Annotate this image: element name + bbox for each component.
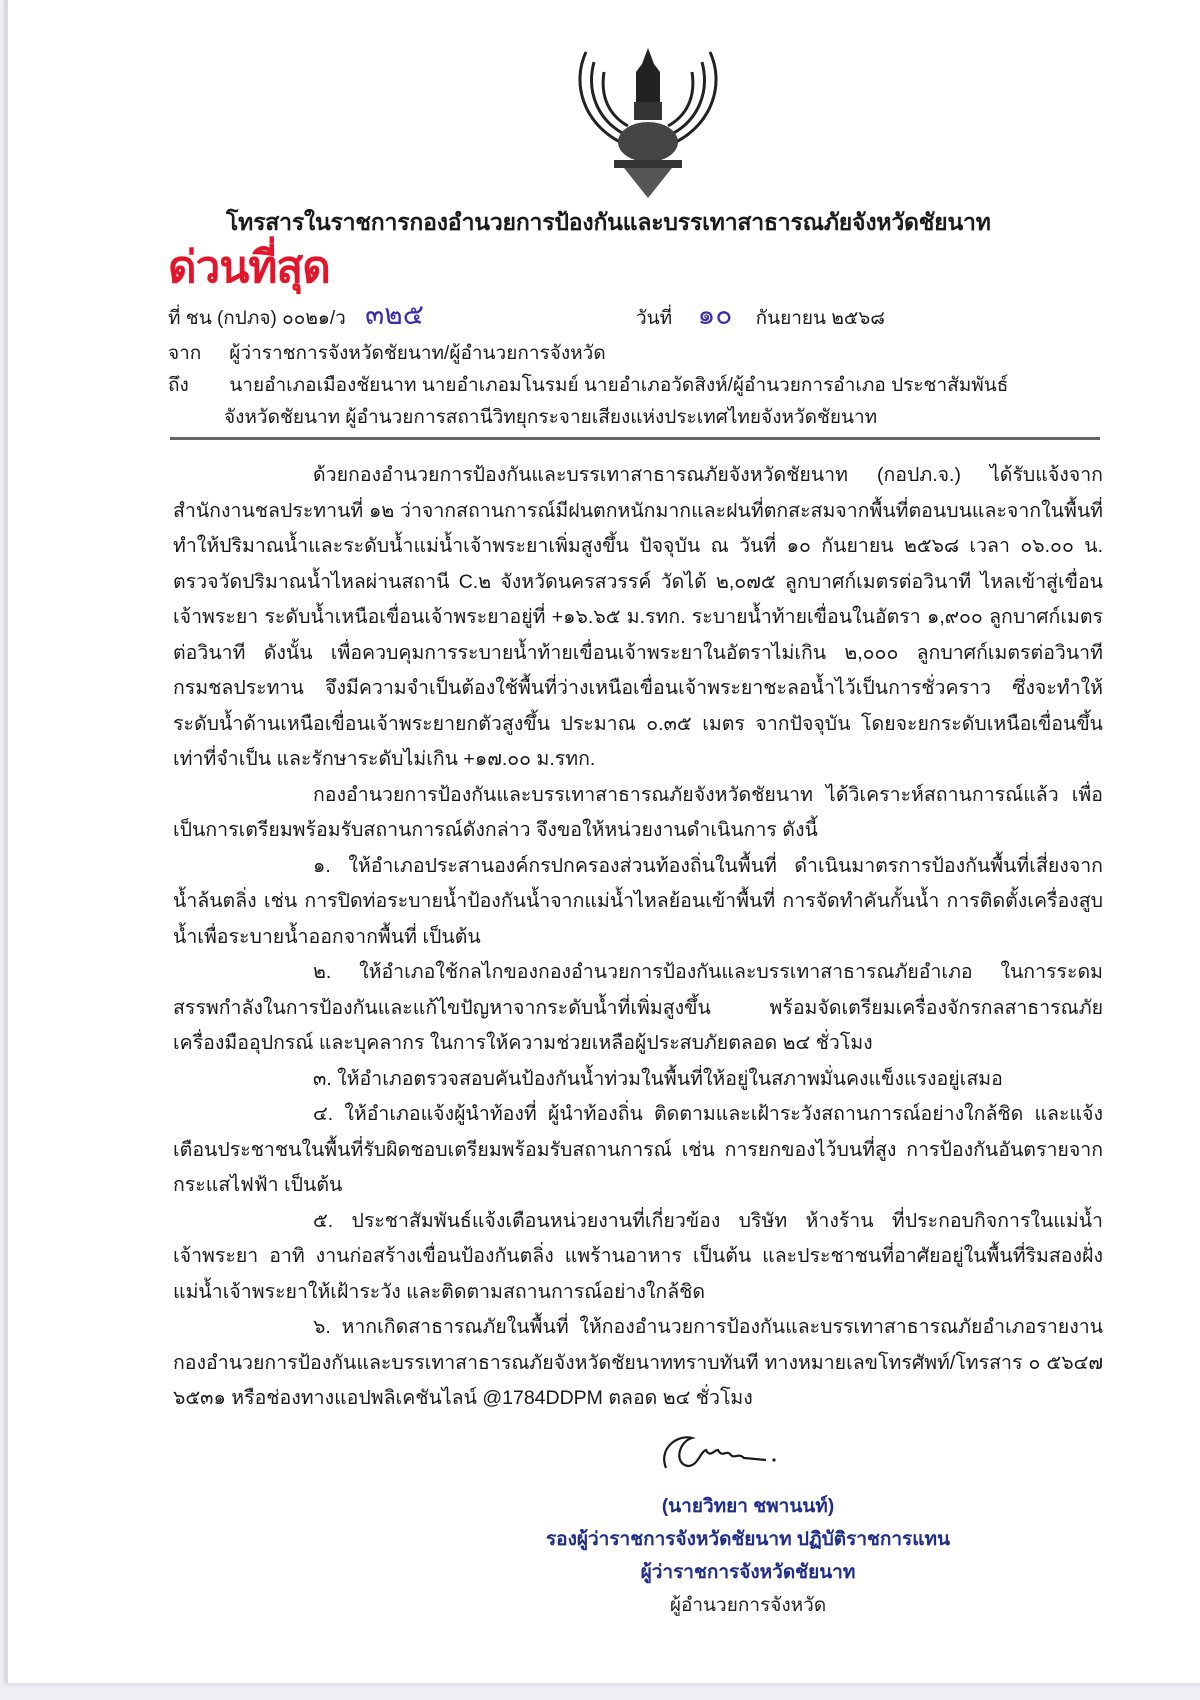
signatory-position-2: ผู้ว่าราชการจังหวัดชัยนาท bbox=[640, 1562, 856, 1583]
urgency-stamp: ด่วนที่สุด bbox=[168, 243, 330, 292]
action-item-2: ๒. ให้อำเภอใช้กลไกของกองอำนวยการป้องกันและบรรเทาสาธารณภัยอำเภอ ในการระดมสรรพกำลังในการป้องกันและแก้ไขปัญหาจากระดับน้ำที่เพิ่มสูงขึ้น พร้อมจัดเตรียมเครื่องจักรกลสาธารณภัย เครื่องมืออุปกรณ์ และบุคลากร ในการให้ความช่วยเหลือผู้ประสบภัยตลอด ๒๔ ชั่วโมง bbox=[173, 961, 1103, 1054]
action-item-4: ๔. ให้อำเภอแจ้งผู้นำท้องที่ ผู้นำท้องถิ่น ติดตามและเฝ้าระวังสถานการณ์อย่างใกล้ชิด และแจ้งเตือนประชาชนในพื้นที่รับผิดชอบเตรียมพร้อมรับสถานการณ์ เช่น การยกของไว้บนที่สูง การป้องกันอันตรายจากกระแสไฟฟ้า เป็นต้น bbox=[173, 1103, 1103, 1196]
action-item-1: ๑. ให้อำเภอประสานองค์กรปกครองส่วนท้องถิ่นในพื้นที่ ดำเนินมาตรการป้องกันพื้นที่เสี่ยงจากน้ำล้นตลิ่ง เช่น การปิดท่อระบายน้ำป้องกันน้ำจากแม่น้ำไหลย้อนเข้าพื้นที่ การจัดทำคันกั้นน้ำ การติดตั้งเครื่องสูบน้ำเพื่อระบายน้ำออกจากพื้นที่ เป็นต้น bbox=[173, 854, 1103, 948]
date-month-year: กันยายน ๒๕๖๘ bbox=[755, 308, 885, 329]
signatory-position-1: รองผู้ว่าราชการจังหวัดชัยนาท ปฏิบัติราชการแทน bbox=[545, 1529, 951, 1550]
date-line bbox=[636, 293, 885, 337]
to-line bbox=[168, 370, 1008, 400]
to-value-line2: จังหวัดชัยนาท ผู้อำนวยการสถานีวิทยุกระจายเสียงแห่งประเทศไทยจังหวัดชัยนาท bbox=[224, 407, 878, 428]
signatory-position-3: ผู้อำนวยการจังหวัด bbox=[669, 1595, 827, 1616]
signatory-name: (นายวิทยา ชพานนท์) bbox=[661, 1496, 835, 1517]
date-day: ๑๐ bbox=[697, 298, 733, 331]
body-paragraph-2: กองอำนวยการป้องกันและบรรเทาสาธารณภัยจังหวัดชัยนาท ได้วิเคราะห์สถานการณ์แล้ว เพื่อเป็นการเตรียมพร้อมรับสถานการณ์ดังกล่าว จึงขอให้หน่วยงานดำเนินการ ดังนี้ bbox=[173, 783, 1103, 841]
garuda-emblem-icon bbox=[564, 42, 732, 202]
signature-block bbox=[508, 1490, 988, 1622]
document-header-title: โทรสารในราชการกองอำนวยการป้องกันและบรรเทาสาธารณภัยจังหวัดชัยนาท bbox=[226, 209, 991, 235]
from-label: จาก bbox=[168, 343, 202, 364]
header-divider bbox=[170, 437, 1100, 440]
to-value-line1: นายอำเภอเมืองชัยนาท นายอำเภอมโนรมย์ นายอำเภอวัดสิงห์/ผู้อำนวยการอำเภอ ประชาสัมพันธ์ bbox=[229, 375, 1009, 396]
to-label: ถึง bbox=[168, 375, 189, 396]
date-label: วันที่ bbox=[636, 308, 673, 329]
document-body bbox=[173, 458, 1103, 1417]
action-item-3: ๓. ให้อำเภอตรวจสอบคันป้องกันน้ำท่วมในพื้นที่ให้อยู่ในสภาพมั่นคงแข็งแรงอยู่เสมอ bbox=[313, 1067, 1003, 1090]
action-item-6: ๖. หากเกิดสาธารณภัยในพื้นที่ ให้กองอำนวยการป้องกันและบรรเทาสาธารณภัยอำเภอรายงานกองอำนวยการป้องกันและบรรเทาสาธารณภัยจังหวัดชัยนาททราบทันที ทางหมายเลขโทรศัพท์/โทรสาร ๐ ๕๖๔๗ ๖๕๓๑ หรือช่องทางแอปพลิเคชันไลน์ @1784DDPM ตลอด ๒๔ ชั่วโมง bbox=[173, 1316, 1103, 1409]
from-value: ผู้ว่าราชการจังหวัดชัยนาท/ผู้อำนวยการจังหวัด bbox=[229, 343, 606, 364]
to-line-2 bbox=[224, 402, 877, 432]
from-line bbox=[168, 338, 606, 368]
reference-line bbox=[168, 293, 424, 337]
body-paragraph-1: ด้วยกองอำนวยการป้องกันและบรรเทาสาธารณภัยจังหวัดชัยนาท (กอปภ.จ.) ได้รับแจ้งจากสำนักงานชลประทานที่ ๑๒ ว่าจากสถานการณ์มีฝนตกหนักมากและฝนที่ตกสะสมจากพื้นที่ตอนบนและจากในพื้นที่ ทำให้ปริมาณน้ำและระดับน้ำแม่น้ำเจ้าพระยาเพิ่มสูงขึ้น ปัจจุบัน ณ วันที่ ๑๐ กันยายน ๒๕๖๘ เวลา ๐๖.๐๐ น. ตรวจวัดปริมาณน้ำไหลผ่านสถานี C.๒ จังหวัดนครสวรรค์ วัดได้ ๒,๐๗๕ ลูกบาศก์เมตรต่อวินาที ไหลเข้าสู่เขื่อนเจ้าพระยา ระดับน้ำเหนือเขื่อนเจ้าพระยาอยู่ที่ +๑๖.๖๕ ม.รทก. ระบายน้ำท้ายเขื่อนในอัตรา ๑,๙๐๐ ลูกบาศก์เมตรต่อวินาที ดังนั้น เพื่อควบคุมการระบายน้ำท้ายเขื่อนเจ้าพระยาในอัตราไม่เกิน ๒,๐๐๐ ลูกบาศก์เมตรต่อวินาที กรมชลประทาน จึงมีความจำเป็นต้องใช้พื้นที่ว่างเหนือเขื่อนเจ้าพระยาชะลอน้ำไว้เป็นการชั่วคราว ซึ่งจะทำให้ระดับน้ำด้านเหนือเขื่อนเจ้าพระยายกตัวสูงขึ้น ประมาณ ๐.๓๕ เมตร จากปัจจุบัน โดยจะยกระดับเหนือเขื่อนขึ้นเท่าที่จำเป็น และรักษาระดับไม่เกิน +๑๗.๐๐ ม.รทก. bbox=[173, 464, 1103, 770]
reference-number: ๓๒๕ bbox=[365, 298, 424, 331]
reference-label: ที่ ชน (กปภจ) ๐๐๒๑/ว bbox=[168, 308, 346, 329]
document-page bbox=[4, 0, 1200, 1683]
action-item-5: ๕. ประชาสัมพันธ์แจ้งเตือนหน่วยงานที่เกี่ยวข้อง บริษัท ห้างร้าน ที่ประกอบกิจการในแม่น้ำเจ้าพระยา อาทิ งานก่อสร้างเขื่อนป้องกันตลิ่ง แพร้านอาหาร เป็นต้น และประชาชนที่อาศัยอยู่ในพื้นที่ริมสองฝั่งแม่น้ำเจ้าพระยาให้เฝ้าระวัง และติดตามสถานการณ์อย่างใกล้ชิด bbox=[173, 1209, 1103, 1303]
handwritten-signature-icon bbox=[648, 1428, 778, 1478]
